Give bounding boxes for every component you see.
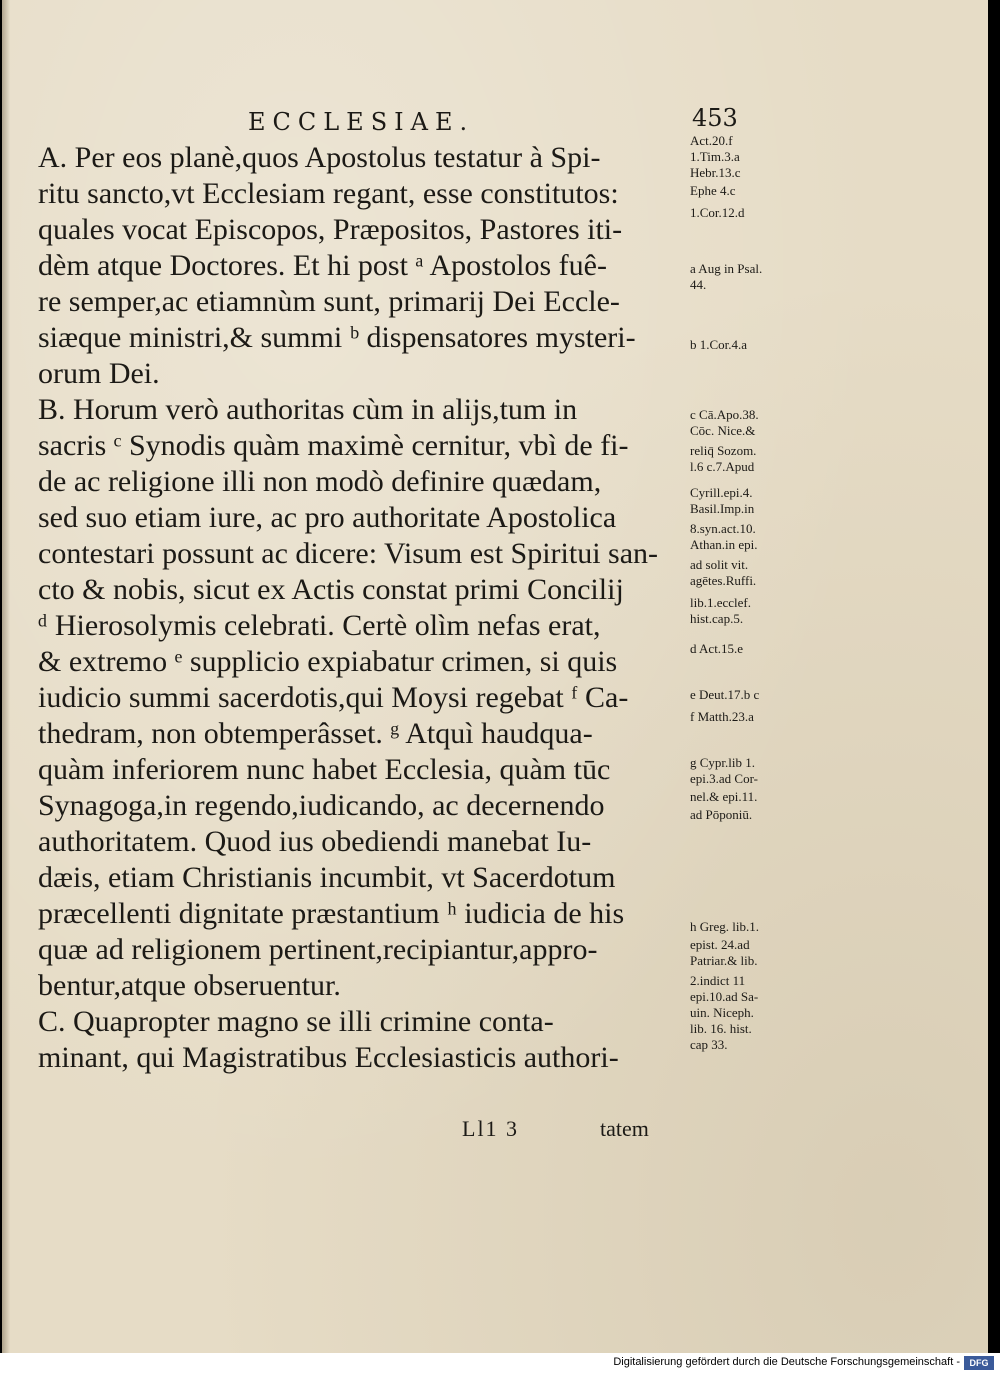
margin-note: Patriar.& lib. [690,953,758,968]
text-line: & extremo ᵉ supplicio expiabatur crimen, si quis [38,645,618,678]
margin-note: uin. Niceph. [690,1005,754,1020]
margin-note: cap 33. [690,1037,728,1052]
page-edge-shadow [2,0,10,1353]
text-line: quàm inferiorem nunc habet Ecclesia, quàm tūc [38,753,611,786]
margin-note: Athan.in epi. [690,537,758,552]
text-line: cto & nobis, sicut ex Actis constat primi Concilij [38,573,624,606]
margin-note: Cōc. Nice.& [690,423,756,438]
text-line: C. Quapropter magno se illi crimine conta- [38,1005,554,1038]
text-line: dæis, etiam Christianis incumbit, vt Sacerdotum [38,861,616,894]
text-line: authoritatem. Quod ius obediendi manebat Iu- [38,825,592,858]
running-header: ECCLESIAE. [248,108,475,136]
text-line: A. Per eos planè,quos Apostolus testatur à Spi- [38,141,601,174]
dfg-logo: DFG [964,1356,994,1370]
margin-note: 1.Tim.3.a [690,149,740,164]
margin-note: a Aug in Psal. [690,261,763,276]
margin-note: d Act.15.e [690,641,744,656]
text-line: sed suo etiam iure, ac pro authoritate Apostolica [38,501,617,534]
margin-note: e Deut.17.b c [690,687,760,702]
margin-note: epi.10.ad Sa- [690,989,759,1004]
text-line: bentur,atque obseruentur. [38,969,341,1002]
text-line: præcellenti dignitate præstantium ʰ iudicia de his [38,897,625,930]
margin-note: 1.Cor.12.d [690,205,745,220]
margin-note: l.6 c.7.Apud [690,459,755,474]
margin-note: 8.syn.act.10. [690,521,756,536]
margin-note: c Cā.Apo.38. [690,407,759,422]
text-line: sacris ᶜ Synodis quàm maximè cernitur, vbì de fi- [38,429,629,462]
margin-note: ad solit vit. [690,557,749,572]
text-line: ritu sancto,vt Ecclesiam regant, esse constitutos: [38,177,619,210]
margin-note: epist. 24.ad [690,937,750,952]
margin-note: g Cypr.lib 1. [690,755,756,770]
book-page [2,0,988,1353]
text-line: siæque ministri,& summi ᵇ dispensatores mysteri- [38,321,636,354]
margin-note: nel.& epi.11. [690,789,758,804]
signature-mark: Ll1 3 [462,1116,520,1141]
margin-note: f Matth.23.a [690,709,754,724]
text-line: B. Horum verò authoritas cùm in alijs,tum in [38,393,578,426]
margin-note: lib. 16. hist. [690,1021,752,1036]
margin-note: 2.indict 11 [690,973,746,988]
page-number: 453 [692,104,738,132]
credit-bar [0,1353,1000,1374]
margin-note: 44. [690,277,707,292]
text-line: de ac religione illi non modò definire quædam, [38,465,602,498]
margin-note: Basil.Imp.in [690,501,755,516]
text-line: quæ ad religionem pertinent,recipiantur,appro- [38,933,598,966]
body-text [38,140,688,1076]
margin-note: lib.1.ecclef. [690,595,751,610]
text-line: quales vocat Episcopos, Præpositos, Pastores iti- [38,213,623,246]
text-line: contestari possunt ac dicere: Visum est Spiritui san- [38,537,659,570]
margin-note: agētes.Ruffi. [690,573,757,588]
text-line: thedram, non obtemperâsset. ᵍ Atquì haudqua- [38,717,593,750]
catchword: tatem [600,1116,649,1141]
credit-text: Digitalisierung gefördert durch die Deutsche Forschungsgemeinschaft - [613,1356,960,1368]
margin-note: Cyrill.epi.4. [690,485,753,500]
margin-note: b 1.Cor.4.a [690,337,748,352]
margin-note: Act.20.f [690,133,733,148]
margin-note: Hebr.13.c [690,165,741,180]
text-line: re semper,ac etiamnùm sunt, primarij Dei Eccle- [38,285,620,318]
text-line: orum Dei. [38,357,160,390]
text-line: Synagoga,in regendo,iudicando, ac decernendo [38,789,605,822]
text-line: ᵈ Hierosolymis celebrati. Certè olìm nefas erat, [38,609,601,642]
text-line: minant, qui Magistratibus Ecclesiasticis authori- [38,1041,619,1074]
margin-note: hist.cap.5. [690,611,744,626]
margin-note: epi.3.ad Cor- [690,771,758,786]
margin-note: Ephe 4.c [690,183,736,198]
text-line: iudicio summi sacerdotis,qui Moysi regebat ᶠ Ca- [38,681,629,714]
margin-note: h Greg. lib.1. [690,919,759,934]
margin-note: reliq̄ Sozom. [690,443,757,458]
text-line: dèm atque Doctores. Et hi post ᵃ Apostolos fuê- [38,249,607,282]
margin-note: ad Pōponiū. [690,807,753,822]
